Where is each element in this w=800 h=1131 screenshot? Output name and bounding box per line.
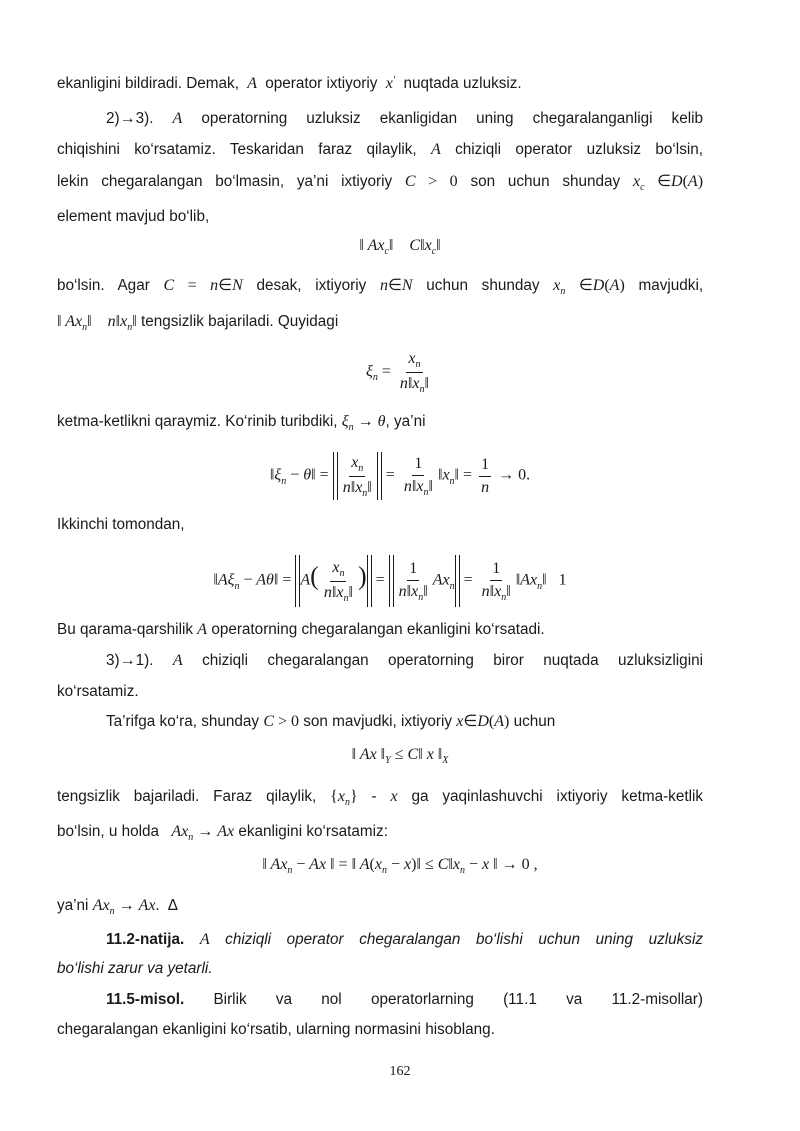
equation-3: $‖\xi_n$ − θ‖ = $\frac{x_n}{n‖x_n‖}$ = $\frac{1}{n‖x_n‖}$ $‖x_n‖$ = $\frac{1}{n}$ → 0. [269,453,531,499]
text-line-5: element mavjud bo‘lib, [57,208,210,225]
example-line-1: 11.5-misol. Birlik va nol operatorlarning (11.1 va 11.2-misollar) [106,991,703,1008]
text-line-6: bo‘lsin. Agar C = n∈N desak, ixtiyoriy n∈N uchun shunday $x_n$ ∈D(A) mavjudki, [57,277,704,297]
text-line-2: 2)→3). A operatorning uzluksiz ekanligidan uning chegaralanganligi kelib [106,110,704,127]
equation-6: ‖ $Ax_n - Ax$ ‖ = ‖ $A(x_n$ − x)‖ ≤ $C‖x_n - x$ ‖ → 0 , [262,856,538,876]
text-line-13: Ta’rifga ko‘ra, shunday C > 0 son mavjudki, ixtiyoriy x∈D(A) uchun [106,713,556,730]
corollary-line-2: bo‘lishi zarur va yetarli. [57,960,213,977]
corollary-line-1: 11.2-natija. A chiziqli operator chegaralangan bo‘lishi uchun uning uzluksiz [106,931,704,948]
text-line-3: chiqishini ko‘rsatamiz. Teskaridan faraz qilaylik, A chiziqli operator uzluksiz bo‘lsin, [57,141,704,158]
text-line-10: Bu qarama-qarshilik A operatorning chegaralangan ekanligini ko‘rsatadi. [57,621,545,638]
text-line-1: ekanligini bildiradi. Demak, A operator ixtiyoriy x′ nuqtada uzluksiz. [57,74,522,92]
text-line-4: lekin chegaralangan bo‘lmasin, ya’ni ixtiyoriy C > 0 son uchun shunday $x_c$ ∈D(A) [57,173,704,193]
text-line-11: 3)→1). A chiziqli chegaralangan operatorning biror nuqtada uzluksizligini [106,652,703,669]
example-line-2: chegaralangan ekanligini ko‘rsatib, ularning normasini hisoblang. [57,1021,495,1038]
text-line-16: ya’ni $Ax_n \to Ax$. Δ [57,897,178,917]
text-line-12: ko‘rsatamiz. [57,683,139,700]
example-label: 11.5-misol. [106,991,185,1008]
page-number: 162 [389,1064,411,1079]
corollary-label: 11.2-natija. [106,931,185,948]
text-line-15: bo‘lsin, u holda $Ax_n \to Ax$ ekanligini ko‘rsatamiz: [57,823,388,843]
text-line-8: ketma-ketlikni qaraymiz. Ko‘rinib turibdiki, $\xi_n \to \theta$, ya’ni [57,413,426,433]
text-line-9: Ikkinchi tomondan, [57,516,185,533]
text-line-14: tengsizlik bajariladi. Faraz qilaylik, $\{x_n\}$ - x ga yaqinlashuvchi ixtiyoriy ketma-ketlik [57,788,704,808]
text-line-7: ‖ $Ax_n‖$ $n‖x_n‖$ tengsizlik bajariladi. Quyidagi [57,313,339,333]
equation-5: ‖ Ax $‖_Y$ ≤ C‖ x $‖_X$ [351,746,449,766]
equation-4: $‖A\xi_n$ − Aθ‖ = A( $\frac{x_n}{n‖x_n‖}$ ) = $\frac{1}{n‖x_n‖}$ $Ax_n$ = $\frac{1}{n‖x_n‖}$ $‖Ax_n‖$ 1 [0,555,790,607]
equation-2: $\xi_n$ = $\frac{x_n}{n‖x_n‖}$ [366,350,429,395]
equation-1: ‖ $Ax_c‖$ $C‖x_c‖$ [359,237,441,257]
